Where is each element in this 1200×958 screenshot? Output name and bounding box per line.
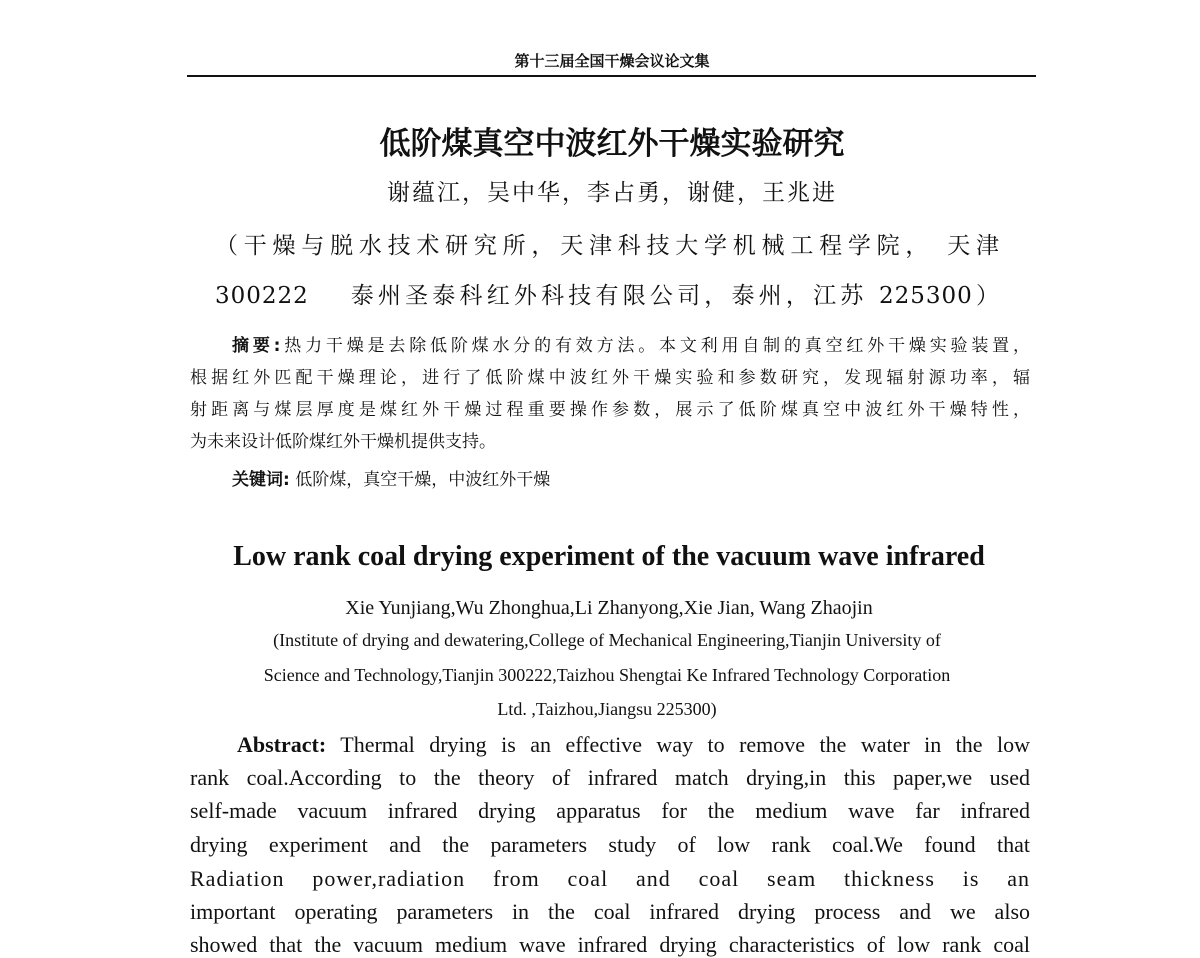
affiliation-cn-line: （干燥与脱水技术研究所，天津科技大学机械工程学院， 天津 xyxy=(215,233,1000,259)
abstract-en-line: showed that the vacuum medium wave infrared drying characteristics of low rank coal xyxy=(190,932,1030,957)
paper-title-cn: 低阶煤真空中波红外干燥实验研究 xyxy=(379,126,845,162)
abstract-cn-line: 射距离与煤层厚度是煤红外干燥过程重要操作参数，展示了低阶煤真空中波红外干燥特性， xyxy=(190,400,1030,420)
paper-title-en: Low rank coal drying experiment of the vacuum wave infrared xyxy=(233,541,985,572)
abstract-cn-line: 根据红外匹配干燥理论，进行了低阶煤中波红外干燥实验和参数研究，发现辐射源功率，辐 xyxy=(190,368,1030,388)
authors-cn: 谢蕴江，吴中华，李占勇，谢健，王兆进 xyxy=(387,180,837,206)
affiliation-cn-line: 300222 泰州圣泰科红外科技有限公司，泰州，江苏 225300） xyxy=(215,283,1000,309)
authors-en: Xie Yunjiang,Wu Zhonghua,Li Zhanyong,Xie Jian, Wang Zhaojin xyxy=(345,597,873,619)
abstract-cn-label: 摘要: xyxy=(232,336,281,356)
abstract-en-line: self-made vacuum infrared drying apparatus for the medium wave far infrared xyxy=(190,798,1030,823)
abstract-en-label: Abstract: xyxy=(237,732,327,757)
affiliation-en-line: (Institute of drying and dewatering,College of Mechanical Engineering,Tianjin University of xyxy=(273,630,941,650)
header-rule xyxy=(187,75,1036,77)
abstract-cn-line: 摘要:热力干燥是去除低阶煤水分的有效方法。本文利用自制的真空红外干燥实验装置， xyxy=(232,336,1030,356)
abstract-en-line: rank coal.According to the theory of infrared match drying,in this paper,we used xyxy=(190,765,1030,790)
abstract-cn-line: 为未来设计低阶煤红外干燥机提供支持。 xyxy=(190,432,496,452)
abstract-en-line: drying experiment and the parameters study of low rank coal.We found that xyxy=(190,832,1030,857)
abstract-en-line: Radiation power,radiation from coal and coal seam thickness is an xyxy=(190,866,1030,891)
abstract-en-line: Abstract: Thermal drying is an effective way to remove the water in the low xyxy=(237,732,1031,757)
affiliation-en-line: Ltd. ,Taizhou,Jiangsu 225300) xyxy=(497,699,717,719)
running-header: 第十三届全国干燥会议论文集 xyxy=(514,52,710,70)
keywords-cn: 关键词: 低阶煤，真空干燥，中波红外干燥 xyxy=(232,470,551,490)
abstract-en-line: important operating parameters in the coal infrared drying process and we also xyxy=(190,899,1030,924)
affiliation-en-line: Science and Technology,Tianjin 300222,Taizhou Shengtai Ke Infrared Technology Corporation xyxy=(263,665,951,685)
